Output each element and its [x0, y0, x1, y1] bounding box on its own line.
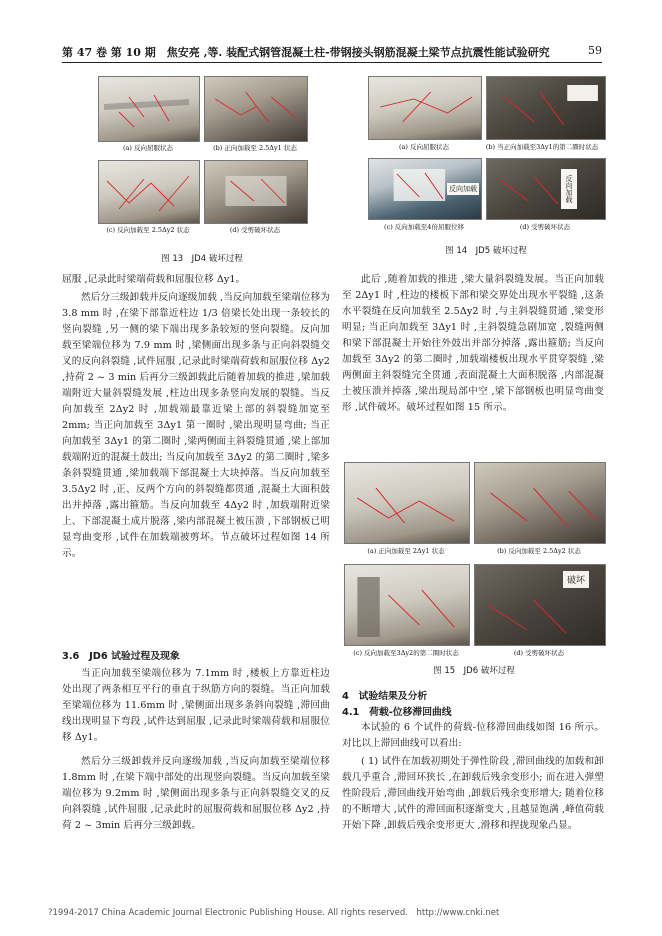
figure-14-caption: 图 14 JD5 破坏过程: [445, 246, 527, 256]
figure-14: [368, 76, 604, 266]
header-title: 第 47 卷 第 10 期 焦安亮 ,等. 装配式钢管混凝土柱-带钢接头钢筋混凝土梁节点抗震性能试验研究: [62, 46, 550, 59]
figure-14c-sign: 反向加载: [449, 185, 477, 193]
figure-14a-caption: (a) 反向屈服状态: [398, 143, 449, 151]
figure-13c-photo: [98, 160, 200, 224]
figure-14a-photo: [368, 76, 482, 140]
figure-13d-photo: [204, 160, 308, 224]
section-4-heading: 4 试验结果及分析: [342, 691, 428, 702]
figure-15a-caption: (a) 正向加载至 2Δy1 状态: [367, 547, 445, 555]
figure-15d-photo: [474, 564, 606, 646]
section-4-1-heading: 4.1 荷载-位移滞回曲线: [342, 707, 452, 718]
left-paragraph-3: 当正向加载至梁端位移为 7.1mm 时 ,楼板上方靠近柱边处出现了两条相互平行的垂直于纵筋方向的裂缝。当正向加载至梁端位移为 11.6mm 时 ,梁侧面出现多条斜向裂缝 ,滞回曲线出现明显下弯段 ,试件达到屈服 ,记录此时梁端荷载和屈服位移 Δy1。: [62, 668, 330, 743]
figure-15b-caption: (b) 反向加载至 2.5Δy2 状态: [497, 547, 581, 555]
figure-15b-photo: [474, 462, 606, 544]
figure-14d-sign: 反向加载: [561, 169, 577, 209]
figure-14d-caption: (d) 受剪破坏状态: [519, 223, 571, 231]
right-paragraph-1: 此后 ,随着加载的推进 ,梁大量斜裂缝发展。当正向加载至 2Δy1 时 ,柱边的楼板下部和梁交界处出现水平裂缝 ,这条水平裂缝在反向加载至 2.5Δy2 时 ,与主斜裂缝贯通 ,梁变形明显; 当正向加载至 3Δy1 时 ,主斜裂缝急剧加宽 ,裂缝两侧和梁下部混凝土开始往外鼓出并部分掉落 ,露出箍筋; 当反向加载至 3Δy2 的第二圈时 ,加载端楼板出现水平贯穿裂缝 ,梁两侧面主斜裂缝完全贯通 ,表面混凝土大面积脱落 ,内部混凝土被压溃并掉落 ,梁出现局部中空 ,梁下部钢板也明显弯曲变形 ,试件破坏。破坏过程如图 15 所示。: [342, 274, 604, 413]
figure-14c-photo: [368, 158, 482, 220]
left-paragraph-4: 然后分三级卸载并反向逐级加载 ,当反向加载至梁端位移 1.8mm 时 ,在梁下端中部处的出现竖向裂缝。当反向加载至梁端位移为 9.2mm 时 ,梁侧面出现多条与正向斜裂缝交叉的反向斜裂缝 ,试件屈服 ,记录此时的屈服荷载和屈服位移 Δy2 ,持荷 2 ~ 3min 后再分三级卸载。: [62, 756, 330, 831]
figure-13a-photo: [98, 76, 200, 142]
running-header: [62, 40, 602, 63]
figure-14b-photo: [486, 76, 606, 140]
right-paragraph-3: ( 1) 试件在加载初期处于弹性阶段 ,滞回曲线的加载和卸载几乎重合 ,滞回环狭长 ,在卸载后残余变形小; 而在进入弹塑性阶段后 ,滞回曲线开始弯曲 ,卸载后残余变形增大; 随着位移的不断增大 ,试件的滞回面积逐渐变大 ,且越显饱满 ,峰值荷载开始下降 ,卸载后残余变形更大 ,滑移和捏拢现象凸显。: [342, 756, 604, 831]
figure-13b-caption: (b) 正向加载至 2.5Δy1 状态: [213, 144, 297, 152]
figure-15a-photo: [344, 462, 470, 544]
figure-13c-caption: (c) 反向加载至 2.5Δy2 状态: [106, 226, 190, 234]
figure-13b-photo: [204, 76, 308, 142]
figure-14c-caption: (c) 反向加载至4倍屈服位移: [384, 223, 464, 231]
figure-14d-photo: [486, 158, 606, 220]
page-number: 59: [588, 44, 602, 57]
figure-13: [98, 76, 306, 266]
figure-15d-caption: (d) 受剪破坏状态: [513, 649, 565, 657]
figure-14b-caption: (b) 当正向加载至3Δy1的第二圈时状态: [485, 143, 599, 151]
section-3-6-heading: 3.6 JD6 试验过程及现象: [62, 651, 180, 662]
figure-15-caption: 图 15 JD6 破坏过程: [433, 666, 515, 676]
figure-15d-sign: 破坏: [563, 571, 589, 588]
left-paragraph-2: 然后分三级卸载并反向逐级加载 ,当反向加载至梁端位移为 3.8 mm 时 ,在梁下部靠近柱边 1/3 倍梁长处出现一条较长的竖向裂缝 ,另一侧的梁下端出现多条较短的竖向裂缝。反向加载至梁端位移为 7.9 mm 时 ,梁侧面出现多条与正向斜裂缝交叉的反向斜裂缝 ,试件屈服 ,记录此时梁端荷载和屈服位移 Δy2 ,持荷 2 ~ 3 min 后再分三级卸载此后随着加载的推进 ,梁加载端附近大量斜裂缝发展 ,柱边出现多条竖向发展的裂缝。当反向加载至 2Δy2 时 ,加载端最靠近梁上部的斜裂缝加宽至 2mm; 当正向加载至 3Δy1 第一圈时 ,梁出现明显弯曲; 当正向加载至 3Δy1 的第二圈时 ,梁两侧面主斜裂缝贯通 ,梁上部加载端附近的混凝土鼓出; 当反向加载至 3Δy2 的第二圈时 ,梁多条斜裂缝贯通 ,梁加载端下部混凝土大块掉落。当反向加载至 3.5Δy2 时 ,正、反两个方向的斜裂缝都贯通 ,混凝土大面积鼓出并掉落 ,露出箍筋。当反向加载至 4Δy2 时 ,加载端附近梁上、下部混凝土成片脱落 ,梁内部混凝土被压溃 ,下部钢板已明显弯曲变形 ,试件在加载端被剪坏。节点破坏过程如图 14 所示。: [62, 292, 330, 559]
figure-15c-photo: [344, 564, 470, 646]
figure-13d-caption: (d) 受剪破坏状态: [229, 226, 281, 234]
figure-13-caption: 图 13 JD4 破坏过程: [161, 254, 243, 264]
copyright-footer: ?1994-2017 China Academic Journal Electronic Publishing House. All rights reserved. http://www.cnki.net: [48, 908, 500, 918]
figure-15c-caption: (c) 反向加载至3Δy2的第二圈时状态: [353, 649, 459, 657]
right-paragraph-2: 本试验的 6 个试件的荷载-位移滞回曲线如图 16 所示。对比以上滞回曲线可以看出:: [342, 722, 604, 749]
figure-13a-caption: (a) 反向屈服状态: [122, 144, 173, 152]
left-paragraph-1: 屈服 ,记录此时梁端荷载和屈服位移 Δy1。: [62, 274, 246, 285]
figure-15: [344, 462, 604, 676]
